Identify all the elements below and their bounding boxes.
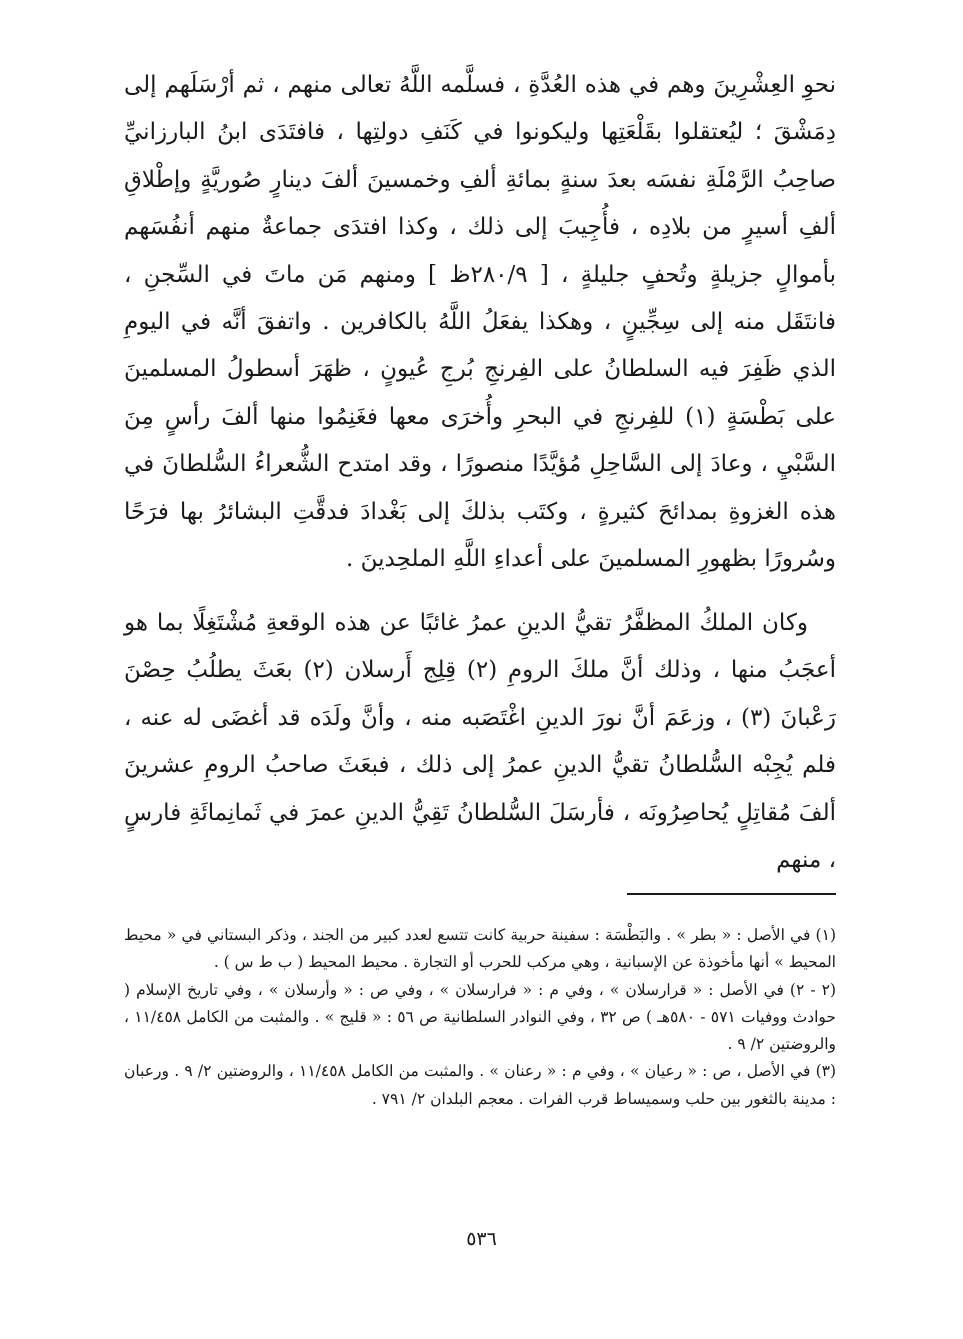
body-paragraph-1: نحوِ العِشْرِينَ وهم في هذه العُدَّةِ ، فسلَّمه اللَّهُ تعالى منهم ، ثم أرْسَلَهم إلى دِمَشْقَ ؛ ليُعتقلوا بقَلْعَتِها وليكونوا في كَنَفِ دولتِها ، فافتَدَى ابنُ البارزانيِّ صاحِبُ الرَّمْلَةِ نفسَه بعدَ سنةٍ بمائةِ ألفِ وخمسينَ ألفَ دينارٍ صُوريَّةٍ وإطْلاقِ ألفِ أسيرٍ من بلادِه ، فأُجِيبَ إلى ذلك ، وكذا افتدَى جماعةٌ منهم أنفُسَهم بأموالٍ جزيلةٍ وتُحفٍ جليلةٍ ، [ ٢٨٠/٩ظ ] ومنهم مَن ماتَ في السِّجنِ ، فانتَقَل منه إلى سِجِّينٍ ، وهكذا يفعَلُ اللَّهُ بالكافرين . واتفقَ أنَّه في اليومِ الذي ظَفِرَ فيه السلطانُ على الفِرنجِ بُرجِ عُيونٍ ، ظهَرَ أسطولُ المسلمينَ على بَطْسَةٍ (١) للفِرنجِ في البحرِ وأُخرَى معها فغَنِمُوا منها ألفَ رأسٍ مِنَ السَّبْيِ ، وعادَ إلى السَّاحِلِ مُؤيَّدًا منصورًا ، وقد امتدح الشُّعراءُ السُّلطانَ في هذه الغزوةِ بمدائحَ كثيرةٍ ، وكتَب بذلكَ إلى بَغْدادَ فدقَّتِ البشائرُ بها فرَحًا وسُرورًا بظهورِ المسلمينَ على أعداءِ اللَّهِ الملحِدينَ . <box>124 72 836 573</box>
body-paragraph-2: وكان الملكُ المظفَّرُ تقيُّ الدينِ عمرُ غائبًا عن هذه الوقعةِ مُشْتَغِلًا بما هو أعجَبُ منها ، وذلك أنَّ ملكَ الرومِ (٢) قِلِج أَرسلان (٢) بعَثَ يطلُبُ حِصْنَ رَعْبانَ (٣) ، وزعَمَ أنَّ نورَ الدينِ اغْتَصَبه منه ، وأنَّ ولَدَه قد أغضَى له عنه ، فلم يُجِبْه السُّلطانُ تقيُّ الدينِ عمرُ إلى ذلك ، فبعَثَ صاحبُ الرومِ عشرينَ ألفَ مُقاتِلٍ يُحاصِرُونَه ، فأرسَلَ السُّلطانُ تَقِيُّ الدينِ عمرَ في ثَمانِمائَةِ فارسٍ ، منهم <box>124 610 836 874</box>
footnotes-section <box>124 922 836 1113</box>
footnote-1: (١) في الأصل : « بطر » . والبَطْسَة : سفينة حربية كانت تتسع لعدد كبير من الجند ، وذكر البستاني في « محيط المحيط » أنها مأخوذة عن الإسبانية ، وهي مركب للحرب أو التجارة . محيط المحيط ( ب ط س ) . <box>124 926 836 972</box>
footnote-separator <box>627 893 836 895</box>
footnote-3: (٣) في الأصل ، ص : « رعيان » ، وفي م : « رعنان » . والمثبت من الكامل ١١/٤٥٨ ، والروضتين ٢/ ٩ . ورعبان : مدينة بالثغور بين حلب وسميساط قرب الفرات . معجم البلدان ٢/ ٧٩١ . <box>124 1062 837 1108</box>
footnote-2: (٢ - ٢) في الأصل : « قرارسلان » ، وفي م : « فرارسلان » ، وفي ص : « وأرسلان » ، وفي تاريخ الإسلام ( حوادث ووفيات ٥٧١ - ٥٨٠هـ ) ص ٣٢ ، وفي النوادر السلطانية ص ٥٦ : « قليج » . والمثبت من الكامل ١١/٤٥٨ ، والروضتين ٢/ ٩ . <box>124 980 836 1054</box>
page-number: ٥٣٦ <box>466 1228 497 1250</box>
